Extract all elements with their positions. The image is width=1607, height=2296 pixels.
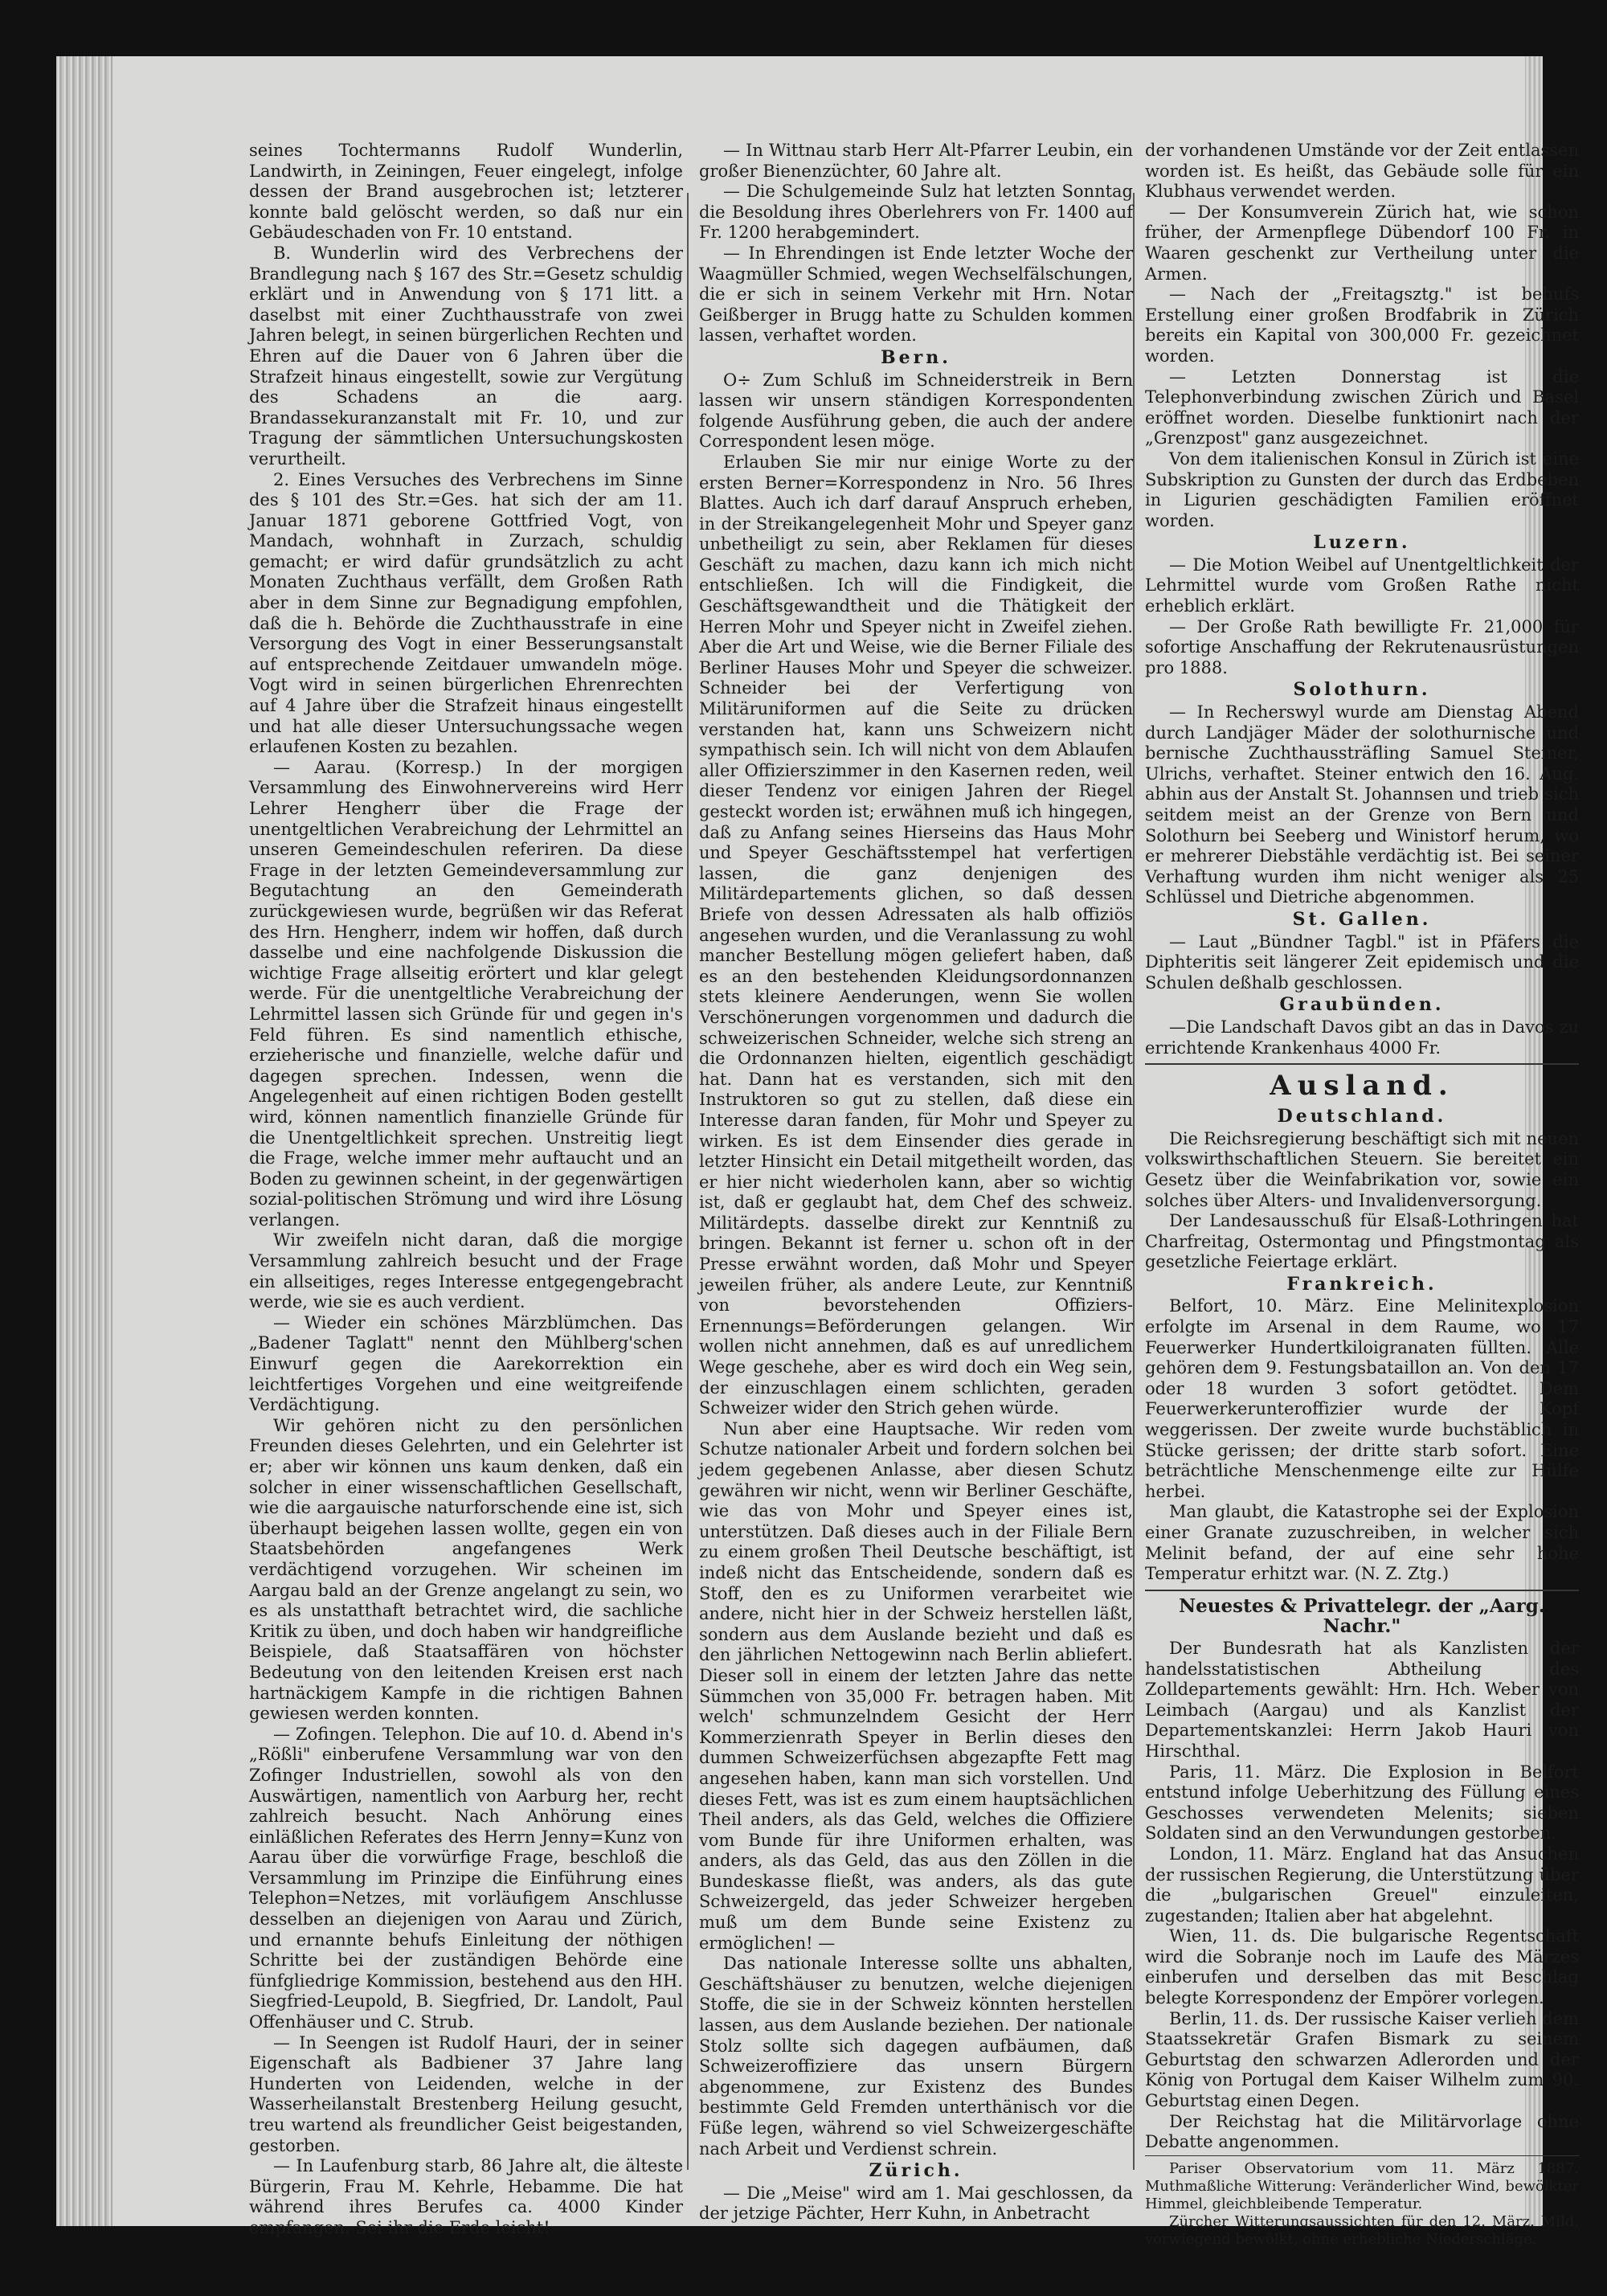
section-heading-zurich: Zürich. bbox=[869, 2160, 963, 2182]
section-heading-st-gallen: St. Gallen. bbox=[1292, 908, 1432, 930]
column-rule-right bbox=[1133, 193, 1135, 2170]
observatory-report: Pariser Observatorium vom 11. März 1887. Muthmaßliche Witterung: Veränderlicher Wind, bewölkter Himmel, gleichbleibende Temperatur. bbox=[1145, 2159, 1579, 2212]
article-paragraph: der vorhandenen Umstände vor der Zeit entlassen worden ist. Es heißt, das Gebäude solle für ein Klubhaus verwendet werden. bbox=[1145, 141, 1579, 202]
article-paragraph: — In Seengen ist Rudolf Hauri, der in seiner Eigenschaft als Badbiener 37 Jahre lang Hunderten von Leidenden, welche in der Wasserheilanstalt Brestenberg Heilung gesucht, treu wartend als freundlicher Geist beigestanden, gestorben. bbox=[249, 2032, 683, 2155]
article-paragraph: Der Landesausschuß für Elsaß-Lothringen hat Charfreitag, Ostermontag und Pfingstmontag als gesetzliche Feiertage erklärt. bbox=[1145, 1211, 1579, 1272]
article-paragraph: — In Recherswyl wurde am Dienstag Abend durch Landjäger Mäder der solothurnische und bernische Zuchthaussträfling Samuel Steiner, Ulrichs, verhaftet. Steiner entwich den 16. Aug. abhin aus der Anstalt St. Johannsen und trieb sich seitdem meist an der Grenze von Bern und Solothurn bei Seeberg und Winistorf herum, wo er mehrerer Diebstähle verdächtig ist. Bei seiner Verhaftung wurden ihm nicht weniger als 25 Schlüssel und Dietriche abgenommen. bbox=[1145, 702, 1579, 907]
section-heading-graubuenden: Graubünden. bbox=[1279, 994, 1445, 1016]
article-paragraph: — Nach der „Freitagsztg." ist behufs Erstellung einer großen Brodfabrik in Zürich bereits ein Kapital von 300,000 Fr. gezeichnet worden. bbox=[1145, 284, 1579, 366]
article-paragraph: Belfort, 10. März. Eine Melinitexplosion erfolgte im Arsenal in dem Raume, wo 17 Feuerwerker Hundertkiloigranaten füllten. Alle gehören dem 9. Festungsbataillon an. Von den 17 oder 18 wurden 3 sofort getödtet. Dem Feuerwerkerunteroffizier wurde der Kopf weggerissen. Der zweite wurde buchstäblich in Stücke gerissen; der dritte starb sofort. Eine beträchtliche Menschenmenge eilte zur Hülfe herbei. bbox=[1145, 1296, 1579, 1501]
column-rule-left bbox=[687, 193, 689, 2170]
article-paragraph: B. Wunderlin wird des Verbrechens der Brandlegung nach § 167 des Str.=Gesetz schuldig erklärt und in Anwendung von § 171 litt. a daselbst mit einer Zuchthausstrafe von zwei Jahren belegt, in seinen bürgerlichen Rechten und Ehren auf die Dauer von 6 Jahren über die Strafzeit hinaus eingestellt, sowie zur Vergütung des Schadens an die aarg. Brandassekuranzanstalt mit Fr. 10, und zur Tragung der sämmtlichen Untersuchungskosten verurtheilt. bbox=[249, 243, 683, 469]
article-paragraph: Man glaubt, die Katastrophe sei der Explosion einer Granate zuzuschreiben, in welcher sich Melinit befand, der auf eine sehr hohe Temperatur erhitzt war. (N. Z. Ztg.) bbox=[1145, 1502, 1579, 1584]
section-heading-ausland: Ausland. bbox=[1270, 1070, 1454, 1103]
section-heading-neuestes: Neuestes & Privattelegr. der „Aarg. Nachr." bbox=[1179, 1594, 1545, 1638]
article-paragraph: Wien, 11. ds. Die bulgarische Regentschaft wird die Sobranje noch im Laufe des Märzes einberufen und derselben das mit Beschlag belegte Korrespondenz der Empörer vorlegen. bbox=[1145, 1926, 1579, 2008]
article-paragraph: — Letzten Donnerstag ist die Telephonverbindung zwischen Zürich und Basel eröffnet worden. Dieselbe funktionirt nach der „Grenzpost" ganz ausgezeichnet. bbox=[1145, 366, 1579, 448]
weather-forecast: Zürcher Witterungsaussichten für den 12. März. Mild, vorwiegend bewölkt, ohne erhebliche Niederschläge. bbox=[1145, 2212, 1579, 2248]
section-divider bbox=[1145, 1590, 1579, 1591]
book-spine-edge bbox=[56, 56, 112, 2226]
article-paragraph: O÷ Zum Schluß im Schneiderstreik in Bern lassen wir unsern ständigen Korrespondenten folgende Ausführung geben, die auch der andere Correspondent lesen möge. bbox=[699, 370, 1133, 452]
article-paragraph: — Die Motion Weibel auf Unentgeltlichkeit der Lehrmittel wurde vom Großen Rathe nicht erheblich erklärt. bbox=[1145, 555, 1579, 616]
article-paragraph: Erlauben Sie mir nur einige Worte zu der ersten Berner=Korrespondenz in Nro. 56 Ihres Blattes. Auch ich darf darauf Anspruch erheben, in der Streikangelegenheit Mohr und Speyer ganz unbetheiligt zu sein, aber Reklamen für dieses Geschäft zu machen, dazu kann ich mich nicht entschließen. Ich will die Findigkeit, die Geschäftsgewandtheit und die Thätigkeit der Herren Mohr und Speyer nicht in Zweifel ziehen. Aber die Art und Weise, wie die Berner Filiale des Berliner Hauses Mohr und Speyer die schweizer. Schneider bei der Verfertigung von Militäruniformen auf die Seite zu drücken verstanden hat, kann uns Schweizern nicht sympathisch sein. Ich will nicht von dem Ablaufen aller Offizierszimmer in den Kasernen reden, weil dieser Tendenz vor einigen Jahren der Riegel gesteckt worden ist; erwähnen muß ich hingegen, daß zu Anfang seines Hierseins das Haus Mohr und Speyer Geschäftsstempel hat verfertigen lassen, die ganz denjenigen des Militärdepartements glichen, so daß dessen Briefe von dessen Adressaten als halb offiziös angesehen wurden, und die Veranlassung zu wohl mancher Bestellung mögen geliefert haben, daß es an den bestehenden Kleidungsordonnanzen stets kleinere Aenderungen, wenn Sie wollen Verschönerungen vorgenommen und dadurch die schweizerischen Schneider, welche sich streng an die Ordonnanzen hielten, eigentlich geschädigt hat. Dann hat es verstanden, sich mit den Instruktoren so gut zu stellen, daß diese ein Interesse daran fanden, für Mohr und Speyer zu wirken. Es ist dem Einsender dies gerade in letzter Hinsicht ein Detail mitgetheilt worden, das er hier nicht wiederholen kann, aber so wichtig ist, daß er geglaubt hat, dem Chef des schweiz. Militärdepts. dasselbe direkt zur Kenntniß zu bringen. Bekannt ist ferner u. schon oft in der Presse erwähnt worden, daß Mohr und Speyer jeweilen früher, als andere Leute, zur Kenntniß von bevorstehenden Offiziers-Ernennungs=Beförderungen gelangen. Wir wollen nicht annehmen, daß es auf unredlichem Wege geschehe, aber es wird doch ein Weg sein, der einzuschlagen einem schlichten, geraden Schweizer wider den Strich gehen würde. bbox=[699, 452, 1133, 1418]
article-paragraph: London, 11. März. England hat das Ansuchen der russischen Regierung, die Unterstützung über die „bulgarischen Greuel" einzuleiten, zugestanden; Italien aber hat abgelehnt. bbox=[1145, 1844, 1579, 1926]
article-paragraph: — Wieder ein schönes Märzblümchen. Das „Badener Taglatt" nennt den Mühlberg'schen Einwurf gegen die Aarekorrektion ein leichtfertiges Vorgehen und eine weitgreifende Verdächtigung. bbox=[249, 1312, 683, 1415]
section-divider bbox=[1145, 2155, 1579, 2156]
newspaper-page bbox=[56, 56, 1579, 2248]
article-paragraph: — Die „Meise" wird am 1. Mai geschlossen, da der jetzige Pächter, Herr Kuhn, in Anbetracht bbox=[699, 2183, 1133, 2224]
article-paragraph: — Zofingen. Telephon. Die auf 10. d. Abend in's „Rößli" einberufene Versammlung war von den Zofinger Industriellen, sowohl als von den Auswärtigen, namentlich von Aarburg her, recht zahlreich besucht. Nach Anhörung eines einläßlichen Referates des Herrn Jenny=Kunz von Aarau über die vorwürfige Frage, beschloß die Versammlung im Prinzipe die Einführung eines Telephon=Netzes, mit vorläufigem Anschlusse desselben an diejenigen von Aarau und Zürich, und ernannte behufs Einleitung der nöthigen Schritte bei der zuständigen Behörde eine fünfgliedrige Kommission, bestehend aus den HH. Siegfried-Leupold, B. Siegfried, Dr. Landolt, Paul Offenhäuser und C. Strub. bbox=[249, 1724, 683, 2032]
article-paragraph: Wir gehören nicht zu den persönlichen Freunden dieses Gelehrten, und ein Gelehrter ist er; aber wir können uns kaum denken, daß ein solcher in einer wissenschaftlichen Gesellschaft, wie die aargauische naturforschende eine ist, sich überhaupt beigehen lassen wollte, gegen ein von Staatsbehörden angefangenes Werk verdächtigend vorzugehen. Wir scheinen im Aargau bald an der Grenze angelangt zu sein, wo es als unstatthaft betrachtet wird, die sachliche Kritik zu üben, und doch haben wir handgreifliche Beispiele, daß Staatsaffären von höchster Bedeutung von den leitenden Kreisen erst nach hartnäckigem Kampfe in die richtigen Bahnen gewiesen werden konnten. bbox=[249, 1415, 683, 1724]
article-paragraph: Nun aber eine Hauptsache. Wir reden vom Schutze nationaler Arbeit und fordern solchen bei jedem gegebenen Anlasse, aber diesen Schutz gewähren wir nicht, wenn wir Berliner Geschäfte, wie das von Mohr und Speyer eines ist, unterstützen. Daß dieses auch in der Filiale Bern zu einem großen Theil Deutsche beschäftigt, ist indeß nicht das Entscheidende, sondern daß es Stoff, den es zu Uniformen verarbeitet wie andere, nicht hier in der Schweiz herstellen läßt, sondern aus dem Auslande bezieht und daß es den jährlichen Nettogewinn nach Berlin abliefert. Dieser soll in einem der letzten Jahre das nette Sümmchen von 35,000 Fr. betragen haben. Mit welch' schmunzelndem Gesicht der Herr Kommerzienrath Speyer in Berlin dieses den dummen Schweizerfüchsen abgezapfte Fett mag angesehen haben, kann man sich vorstellen. Und dieses Fett, was ist es zum einem hauptsächlichen Theil anders, als das Geld, welches die Offiziere vom Bunde für ihre Uniformen erhalten, was anders, als das Geld, das aus den Zöllen in die Bundeskasse fließt, was anders, als das gute Schweizergeld, das jeder Schweizer hergeben muß um dem Bunde seine Existenz zu ermöglichen! — bbox=[699, 1418, 1133, 1953]
column-1 bbox=[249, 141, 683, 2237]
article-paragraph: — In Laufenburg starb, 86 Jahre alt, die älteste Bürgerin, Frau M. Kehrle, Hebamme. Die hat während ihres Berufes ca. 4000 Kinder empfangen. Sei ihr die Erde leicht! bbox=[249, 2156, 683, 2237]
section-heading-bern: Bern. bbox=[881, 346, 951, 368]
section-heading-deutschland: Deutschland. bbox=[1277, 1106, 1447, 1128]
article-paragraph: Der Bundesrath hat als Kanzlisten der handelsstatistischen Abtheilung des Zolldepartements gewählt: Hrn. Hch. Weber von Leimbach (Aargau) und als Kanzlist der Departementskanzlei: Herrn Jakob Hauri von Hirschthal. bbox=[1145, 1638, 1579, 1761]
article-paragraph: — Die Schulgemeinde Sulz hat letzten Sonntag die Besoldung ihres Oberlehrers von Fr. 1400 auf Fr. 1200 herabgemindert. bbox=[699, 182, 1133, 243]
article-paragraph: — In Ehrendingen ist Ende letzter Woche der Waagmüller Schmied, wegen Wechselfälschungen, die er sich in seinem Verkehr mit Hrn. Notar Geißberger in Brugg hatte zu Schulden kommen lassen, verhaftet worden. bbox=[699, 243, 1133, 346]
article-paragraph: seines Tochtermanns Rudolf Wunderlin, Landwirth, in Zeiningen, Feuer eingelegt, infolge dessen der Brand ausgebrochen ist; letzterer konnte bald gelöscht werden, so daß nur ein Gebäudeschaden von Fr. 10 entstand. bbox=[249, 141, 683, 243]
section-divider bbox=[1145, 1063, 1579, 1065]
article-paragraph: Von dem italienischen Konsul in Zürich ist eine Subskription zu Gunsten der durch das Erdbeben in Ligurien geschädigten Familien eröffnet worden. bbox=[1145, 448, 1579, 530]
article-paragraph: — Aarau. (Korresp.) In der morgigen Versammlung des Einwohnervereins wird Herr Lehrer Hengherr über die Frage der unentgeltlichen Verabreichung der Lehrmittel an unseren Gemeindeschulen referiren. Da diese Frage in der letzten Gemeindeversammlung zur Begutachtung an den Gemeinderath zurückgewiesen wurde, begrüßen wir das Referat des Hrn. Hengherr, indem wir hoffen, daß durch dasselbe und eine nachfolgende Diskussion die wichtige Frage allseitig erörtert und klar gelegt werde. Für die unentgeltliche Verabreichung der Lehrmittel lassen sich Gründe für und gegen in's Feld führen. Es sind namentlich ethische, erzieherische und finanzielle, welche dafür und dagegen sprechen. Indessen, wenn die Angelegenheit auf einen richtigen Boden gestellt wird, können namentlich finanzielle Gründe für die Unentgeltlichkeit sprechen. Unstreitig liegt die Frage, welche immer mehr auftaucht und an Boden zu gewinnen scheint, in der gegenwärtigen sozial-politischen Strömung und wird ihre Lösung verlangen. bbox=[249, 757, 683, 1230]
article-paragraph: Berlin, 11. ds. Der russische Kaiser verlieh dem Staatssekretär Grafen Bismark zu seinem Geburtstag den schwarzen Adlerorden und der König von Portugal dem Kaiser Wilhelm zum 90. Geburtstag einen Degen. bbox=[1145, 2008, 1579, 2111]
article-paragraph: — Der Große Rath bewilligte Fr. 21,000 für sofortige Anschaffung der Rekrutenausrüstungen pro 1888. bbox=[1145, 616, 1579, 677]
article-paragraph: Paris, 11. März. Die Explosion in Belfort entstund infolge Ueberhitzung des Füllung eines Geschosses verwendeten Melenits; sieben Soldaten sind an den Verwundungen gestorben. bbox=[1145, 1762, 1579, 1844]
article-paragraph: — Laut „Bündner Tagbl." ist in Pfäfers die Diphteritis seit längerer Zeit epidemisch und die Schulen deßhalb geschlossen. bbox=[1145, 931, 1579, 992]
column-3 bbox=[1145, 141, 1579, 2248]
column-2 bbox=[699, 141, 1133, 2224]
section-heading-frankreich: Frankreich. bbox=[1286, 1273, 1437, 1295]
article-paragraph: — Der Konsumverein Zürich hat, wie schon früher, der Armenpflege Dübendorf 100 Fr. in Waaren geschenkt zur Vertheilung unter die Armen. bbox=[1145, 202, 1579, 284]
article-paragraph: Wir zweifeln nicht daran, daß die morgige Versammlung zahlreich besucht und der Frage ein allseitiges, reges Interesse entgegengebracht werde, wie sie es auch verdient. bbox=[249, 1230, 683, 1312]
section-heading-luzern: Luzern. bbox=[1313, 532, 1411, 554]
article-paragraph: Das nationale Interesse sollte uns abhalten, Geschäftshäuser zu benutzen, welche diejenigen Stoffe, die sie in der Schweiz könnten herstellen lassen, aus dem Auslande beziehen. Der nationale Stolz sollte sich dagegen aufbäumen, daß Schweizeroffiziere das unsern Bürgern abgenommene, zur Existenz des Bundes bestimmte Geld Fremden unterthänisch vor die Füße legen, während so viel Schweizergeschäfte nach Arbeit und Verdienst schrein. bbox=[699, 1954, 1133, 2159]
article-paragraph: — In Wittnau starb Herr Alt-Pfarrer Leubin, ein großer Bienenzüchter, 60 Jahre alt. bbox=[699, 141, 1133, 181]
section-heading-solothurn: Solothurn. bbox=[1293, 679, 1431, 701]
article-paragraph: Der Reichstag hat die Militärvorlage ohne Debatte angenommen. bbox=[1145, 2111, 1579, 2152]
article-paragraph: 2. Eines Versuches des Verbrechens im Sinne des § 101 des Str.=Ges. hat sich der am 11. Januar 1871 geborene Gottfried Vogt, von Mandach, wohnhaft in Zurzach, schuldig gemacht; er wird dafür grundsätzlich zu acht Monaten Zuchthaus verfällt, dem Großen Rath aber in dem Sinne zur Begnadigung empfohlen, daß die h. Behörde die Zuchthausstrafe in eine Versorgung des Vogt in einer Besserungsanstalt auf entsprechende Zeitdauer umwandeln möge. Vogt wird in seinen bürgerlichen Ehrenrechten auf 4 Jahre über die Strafzeit hinaus eingestellt und hat alle dieser Untersuchungssache wegen erlaufenen Kosten zu bezahlen. bbox=[249, 469, 683, 757]
article-paragraph: Die Reichsregierung beschäftigt sich mit neuen volkswirthschaftlichen Steuern. Sie bereitet ein Gesetz über die Weinfabrikation vor, sowie ein solches über Alters- und Invalidenversorgung. bbox=[1145, 1128, 1579, 1210]
article-paragraph: —Die Landschaft Davos gibt an das in Davos zu errichtende Krankenhaus 4000 Fr. bbox=[1145, 1017, 1579, 1058]
